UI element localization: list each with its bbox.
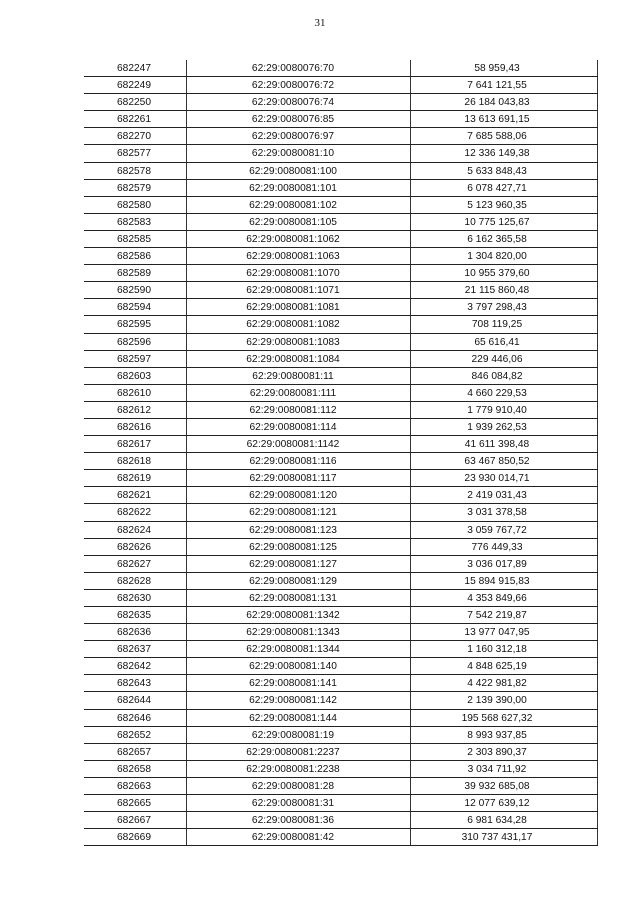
column-divider (186, 692, 187, 708)
table-row (84, 795, 598, 812)
column-divider (597, 710, 598, 726)
column-divider (186, 453, 187, 469)
cadastral-value-cell: 41 611 398,48 (464, 439, 530, 451)
cadastral-number-cell: 62:29:0080081:123 (249, 524, 337, 536)
column-divider (186, 163, 187, 179)
column-divider (186, 658, 187, 674)
cadastral-value-cell: 3 059 767,72 (467, 524, 527, 536)
object-number-cell: 682624 (117, 524, 151, 536)
column-divider (186, 590, 187, 606)
column-divider (186, 248, 187, 264)
object-number-cell: 682610 (117, 387, 151, 399)
cadastral-number-cell: 62:29:0080081:127 (249, 558, 337, 570)
cadastral-value-cell: 12 336 149,38 (464, 148, 530, 160)
column-divider (597, 607, 598, 623)
object-number-cell: 682636 (117, 627, 151, 639)
cadastral-value-cell: 7 685 588,06 (467, 131, 527, 143)
column-divider (597, 265, 598, 281)
column-divider (597, 744, 598, 760)
column-divider (186, 282, 187, 298)
object-number-cell: 682637 (117, 644, 151, 656)
object-number-cell: 682630 (117, 592, 151, 604)
cadastral-value-cell: 21 115 860,48 (464, 285, 530, 297)
table-row (84, 180, 598, 197)
column-divider (186, 556, 187, 572)
column-divider (597, 692, 598, 708)
table-row (84, 675, 598, 692)
table-row (84, 453, 598, 470)
cadastral-number-cell: 62:29:0080081:105 (249, 216, 337, 228)
column-divider (597, 504, 598, 520)
object-number-cell: 682612 (117, 404, 151, 416)
cadastral-number-cell: 62:29:0080081:142 (249, 695, 337, 707)
table-row (84, 556, 598, 573)
object-number-cell: 682270 (117, 131, 151, 143)
object-number-cell: 682618 (117, 456, 151, 468)
column-divider (597, 282, 598, 298)
table-row (84, 128, 598, 145)
cadastral-number-cell: 62:29:0080081:140 (249, 661, 337, 673)
cadastral-value-cell: 1 939 262,53 (467, 421, 527, 433)
column-divider (597, 624, 598, 640)
table-row (84, 573, 598, 590)
column-divider (186, 573, 187, 589)
column-divider (186, 145, 187, 161)
object-number-cell: 682663 (117, 780, 151, 792)
table-row (84, 590, 598, 607)
table-row (84, 812, 598, 829)
cadastral-value-cell: 12 077 639,12 (464, 798, 530, 810)
column-divider (597, 180, 598, 196)
cadastral-value-cell: 10 955 379,60 (464, 268, 530, 280)
cadastral-number-cell: 62:29:0080081:1062 (246, 233, 340, 245)
column-divider (597, 453, 598, 469)
cadastral-number-cell: 62:29:0080076:85 (251, 114, 335, 126)
column-divider (597, 727, 598, 743)
cadastral-number-cell: 62:29:0080081:36 (251, 815, 335, 827)
column-divider (597, 573, 598, 589)
cadastral-value-cell: 2 419 031,43 (467, 490, 527, 502)
table-row (84, 334, 598, 351)
column-divider (186, 607, 187, 623)
cadastral-number-cell: 62:29:0080076:74 (251, 97, 335, 109)
cadastral-value-cell: 6 981 634,28 (467, 815, 527, 827)
cadastral-number-cell: 62:29:0080081:1342 (246, 610, 340, 621)
cadastral-value-cell: 229 446,06 (471, 353, 523, 365)
object-number-cell: 682658 (117, 763, 151, 775)
table-row (84, 368, 598, 385)
column-divider (186, 265, 187, 281)
column-divider (186, 641, 187, 657)
column-divider (186, 778, 187, 794)
cadastral-value-cell: 3 031 378,58 (467, 507, 527, 519)
cadastral-number-cell: 62:29:0080081:1344 (246, 644, 340, 656)
cadastral-number-cell: 62:29:0080081:10 (251, 148, 335, 160)
table-row (84, 299, 598, 316)
cadastral-value-cell: 195 568 627,32 (461, 712, 533, 724)
column-divider (186, 180, 187, 196)
column-divider (186, 128, 187, 144)
column-divider (597, 487, 598, 503)
cadastral-number-cell: 62:29:0080081:1081 (246, 302, 340, 314)
column-divider (186, 385, 187, 401)
cadastral-value-cell: 846 084,82 (471, 370, 523, 382)
cadastral-value-cell: 26 184 043,83 (464, 97, 530, 109)
table-row (84, 214, 598, 231)
column-divider (186, 111, 187, 127)
column-divider (597, 351, 598, 367)
column-divider (186, 94, 187, 110)
object-number-cell: 682603 (117, 370, 151, 382)
cadastral-value-cell: 7 641 121,55 (467, 80, 527, 92)
column-divider (597, 248, 598, 264)
table-row (84, 282, 598, 299)
column-divider (597, 94, 598, 110)
column-divider (597, 214, 598, 230)
cadastral-value-cell: 13 977 047,95 (464, 627, 530, 639)
column-divider (597, 334, 598, 350)
table-row (84, 658, 598, 675)
table-row (84, 351, 598, 368)
cadastral-value-cell: 13 613 691,15 (464, 114, 530, 126)
cadastral-value-cell: 3 034 711,92 (467, 763, 527, 775)
column-divider (597, 539, 598, 555)
table-row (84, 727, 598, 744)
column-divider (597, 299, 598, 315)
table-row (84, 77, 598, 94)
column-divider (597, 145, 598, 161)
cadastral-number-cell: 62:29:0080081:1071 (246, 285, 340, 297)
cadastral-number-cell: 62:29:0080081:1082 (246, 319, 340, 331)
object-number-cell: 682249 (117, 80, 151, 92)
cadastral-number-cell: 62:29:0080081:100 (249, 165, 337, 177)
table-row (84, 641, 598, 658)
cadastral-number-cell: 62:29:0080081:1063 (246, 251, 340, 263)
cadastral-number-cell: 62:29:0080076:72 (251, 80, 335, 92)
column-divider (597, 590, 598, 606)
object-number-cell: 682628 (117, 575, 151, 587)
cadastral-number-cell: 62:29:0080081:121 (249, 507, 337, 519)
cadastral-number-cell: 62:29:0080081:111 (249, 387, 337, 399)
object-number-cell: 682621 (117, 490, 151, 502)
cadastral-number-cell: 62:29:0080081:101 (249, 182, 337, 194)
column-divider (186, 675, 187, 691)
column-divider (186, 522, 187, 538)
column-divider (186, 419, 187, 435)
cadastral-number-cell: 62:29:0080081:1083 (246, 336, 340, 348)
table-row (84, 710, 598, 727)
column-divider (186, 231, 187, 247)
column-divider (186, 368, 187, 384)
cadastral-value-table (84, 60, 598, 846)
page-number: 31 (314, 17, 326, 29)
table-row (84, 778, 598, 795)
cadastral-value-cell: 2 303 890,37 (467, 746, 527, 758)
table-row (84, 829, 598, 846)
object-number-cell: 682590 (117, 285, 151, 297)
column-divider (186, 761, 187, 777)
object-number-cell: 682595 (117, 319, 151, 331)
object-number-cell: 682247 (117, 63, 151, 74)
column-divider (597, 436, 598, 452)
object-number-cell: 682635 (117, 610, 151, 621)
table-row (84, 111, 598, 128)
cadastral-value-cell: 2 139 390,00 (467, 695, 527, 707)
table-row (84, 487, 598, 504)
cadastral-number-cell: 62:29:0080081:144 (249, 712, 337, 724)
cadastral-value-cell: 8 993 937,85 (467, 729, 527, 741)
cadastral-value-cell: 310 737 431,17 (461, 832, 533, 844)
column-divider (186, 795, 187, 811)
cadastral-number-cell: 62:29:0080081:11 (252, 370, 334, 382)
object-number-cell: 682583 (117, 216, 151, 228)
column-divider (597, 368, 598, 384)
cadastral-value-cell: 1 160 312,18 (467, 644, 527, 656)
table-row (84, 436, 598, 453)
column-divider (597, 778, 598, 794)
object-number-cell: 682644 (117, 695, 151, 707)
object-number-cell: 682622 (117, 507, 151, 519)
object-number-cell: 682669 (117, 832, 151, 844)
cadastral-value-cell: 58 959,43 (474, 63, 520, 74)
column-divider (597, 60, 598, 76)
column-divider (186, 487, 187, 503)
column-divider (597, 522, 598, 538)
cadastral-number-cell: 62:29:0080081:116 (249, 456, 337, 468)
cadastral-value-cell: 10 775 125,67 (464, 216, 530, 228)
column-divider (597, 197, 598, 213)
cadastral-number-cell: 62:29:0080081:131 (249, 592, 337, 604)
table-row (84, 265, 598, 282)
cadastral-value-cell: 6 162 365,58 (467, 233, 527, 245)
column-divider (597, 231, 598, 247)
column-divider (597, 385, 598, 401)
cadastral-number-cell: 62:29:0080081:141 (249, 678, 337, 690)
table-row (84, 607, 598, 624)
table-row (84, 316, 598, 333)
column-divider (186, 299, 187, 315)
cadastral-number-cell: 62:29:0080081:1084 (246, 353, 340, 365)
cadastral-number-cell: 62:29:0080081:129 (249, 575, 337, 587)
object-number-cell: 682250 (117, 97, 151, 109)
object-number-cell: 682643 (117, 678, 151, 690)
column-divider (186, 470, 187, 486)
column-divider (597, 316, 598, 332)
table-row (84, 692, 598, 709)
column-divider (597, 812, 598, 828)
object-number-cell: 682642 (117, 661, 151, 673)
object-number-cell: 682616 (117, 421, 151, 433)
column-divider (186, 812, 187, 828)
cadastral-value-cell: 1 304 820,00 (467, 251, 527, 263)
cadastral-number-cell: 62:29:0080081:102 (249, 199, 337, 211)
table-row (84, 385, 598, 402)
column-divider (186, 744, 187, 760)
object-number-cell: 682667 (117, 815, 151, 827)
column-divider (597, 402, 598, 418)
cadastral-value-cell: 708 119,25 (471, 319, 523, 331)
object-number-cell: 682619 (117, 473, 151, 485)
column-divider (186, 60, 187, 76)
table-row (84, 470, 598, 487)
table-row (84, 539, 598, 556)
column-divider (597, 77, 598, 93)
cadastral-number-cell: 62:29:0080081:125 (249, 541, 337, 553)
object-number-cell: 682627 (117, 558, 151, 570)
cadastral-number-cell: 62:29:0080081:31 (251, 798, 335, 810)
column-divider (186, 197, 187, 213)
cadastral-number-cell: 62:29:0080081:117 (249, 473, 337, 485)
table-row (84, 761, 598, 778)
table-row (84, 197, 598, 214)
column-divider (186, 77, 187, 93)
cadastral-number-cell: 62:29:0080081:19 (251, 729, 335, 741)
cadastral-value-cell: 65 616,41 (474, 336, 520, 348)
object-number-cell: 682652 (117, 729, 151, 741)
object-number-cell: 682586 (117, 251, 151, 263)
object-number-cell: 682580 (117, 199, 151, 211)
object-number-cell: 682261 (117, 114, 151, 126)
column-divider (186, 334, 187, 350)
object-number-cell: 682665 (117, 798, 151, 810)
column-divider (597, 419, 598, 435)
cadastral-number-cell: 62:29:0080081:1142 (246, 439, 340, 451)
cadastral-value-cell: 4 353 849,66 (467, 592, 527, 604)
cadastral-value-cell: 5 633 848,43 (467, 165, 527, 177)
table-row (84, 231, 598, 248)
object-number-cell: 682617 (117, 439, 151, 451)
column-divider (597, 675, 598, 691)
object-number-cell: 682594 (117, 302, 151, 314)
cadastral-number-cell: 62:29:0080081:120 (249, 490, 337, 502)
cadastral-value-cell: 776 449,33 (471, 541, 523, 553)
object-number-cell: 682597 (117, 353, 151, 365)
table-row (84, 504, 598, 521)
column-divider (597, 556, 598, 572)
object-number-cell: 682657 (117, 746, 151, 758)
column-divider (186, 539, 187, 555)
cadastral-value-cell: 39 932 685,08 (464, 780, 530, 792)
cadastral-value-cell: 4 848 625,19 (467, 661, 527, 673)
column-divider (597, 658, 598, 674)
cadastral-value-cell: 4 422 981,82 (467, 678, 527, 690)
column-divider (186, 402, 187, 418)
table-row (84, 163, 598, 180)
cadastral-number-cell: 62:29:0080081:1070 (246, 268, 340, 280)
cadastral-number-cell: 62:29:0080081:42 (251, 832, 335, 844)
cadastral-value-cell: 6 078 427,71 (467, 182, 527, 194)
cadastral-number-cell: 62:29:0080081:112 (249, 404, 337, 416)
object-number-cell: 682596 (117, 336, 151, 348)
column-divider (186, 316, 187, 332)
column-divider (186, 214, 187, 230)
cadastral-value-cell: 4 660 229,53 (467, 387, 527, 399)
column-divider (597, 829, 598, 845)
table-row (84, 522, 598, 539)
column-divider (186, 710, 187, 726)
table-row (84, 94, 598, 111)
column-divider (186, 351, 187, 367)
object-number-cell: 682585 (117, 233, 151, 245)
table-row (84, 60, 598, 77)
column-divider (597, 163, 598, 179)
object-number-cell: 682589 (117, 268, 151, 280)
cadastral-number-cell: 62:29:0080081:2238 (246, 763, 340, 775)
table-row (84, 402, 598, 419)
cadastral-value-cell: 3 797 298,43 (467, 302, 527, 314)
column-divider (186, 727, 187, 743)
column-divider (597, 470, 598, 486)
cadastral-value-cell: 23 930 014,71 (464, 473, 530, 485)
object-number-cell: 682577 (117, 148, 151, 160)
object-number-cell: 682579 (117, 182, 151, 194)
table-row (84, 419, 598, 436)
column-divider (186, 624, 187, 640)
column-divider (597, 641, 598, 657)
column-divider (597, 128, 598, 144)
table-row (84, 744, 598, 761)
cadastral-value-cell: 15 894 915,83 (464, 575, 530, 587)
object-number-cell: 682626 (117, 541, 151, 553)
column-divider (597, 795, 598, 811)
object-number-cell: 682578 (117, 165, 151, 177)
cadastral-value-cell: 3 036 017,89 (467, 558, 527, 570)
cadastral-number-cell: 62:29:0080076:97 (251, 131, 335, 143)
column-divider (186, 829, 187, 845)
column-divider (186, 436, 187, 452)
column-divider (597, 111, 598, 127)
table-row (84, 248, 598, 265)
cadastral-value-cell: 63 467 850,52 (464, 456, 530, 468)
cadastral-number-cell: 62:29:0080081:2237 (246, 746, 340, 758)
column-divider (186, 504, 187, 520)
cadastral-value-cell: 5 123 960,35 (467, 199, 527, 211)
cadastral-value-cell: 1 779 910,40 (467, 404, 527, 416)
object-number-cell: 682646 (117, 712, 151, 724)
cadastral-number-cell: 62:29:0080081:1343 (246, 627, 340, 639)
cadastral-number-cell: 62:29:0080081:114 (249, 421, 337, 433)
cadastral-value-cell: 7 542 219,87 (467, 610, 527, 621)
cadastral-number-cell: 62:29:0080081:28 (251, 780, 335, 792)
table-row (84, 624, 598, 641)
table-row (84, 145, 598, 162)
column-divider (597, 761, 598, 777)
cadastral-number-cell: 62:29:0080076:70 (251, 63, 335, 74)
